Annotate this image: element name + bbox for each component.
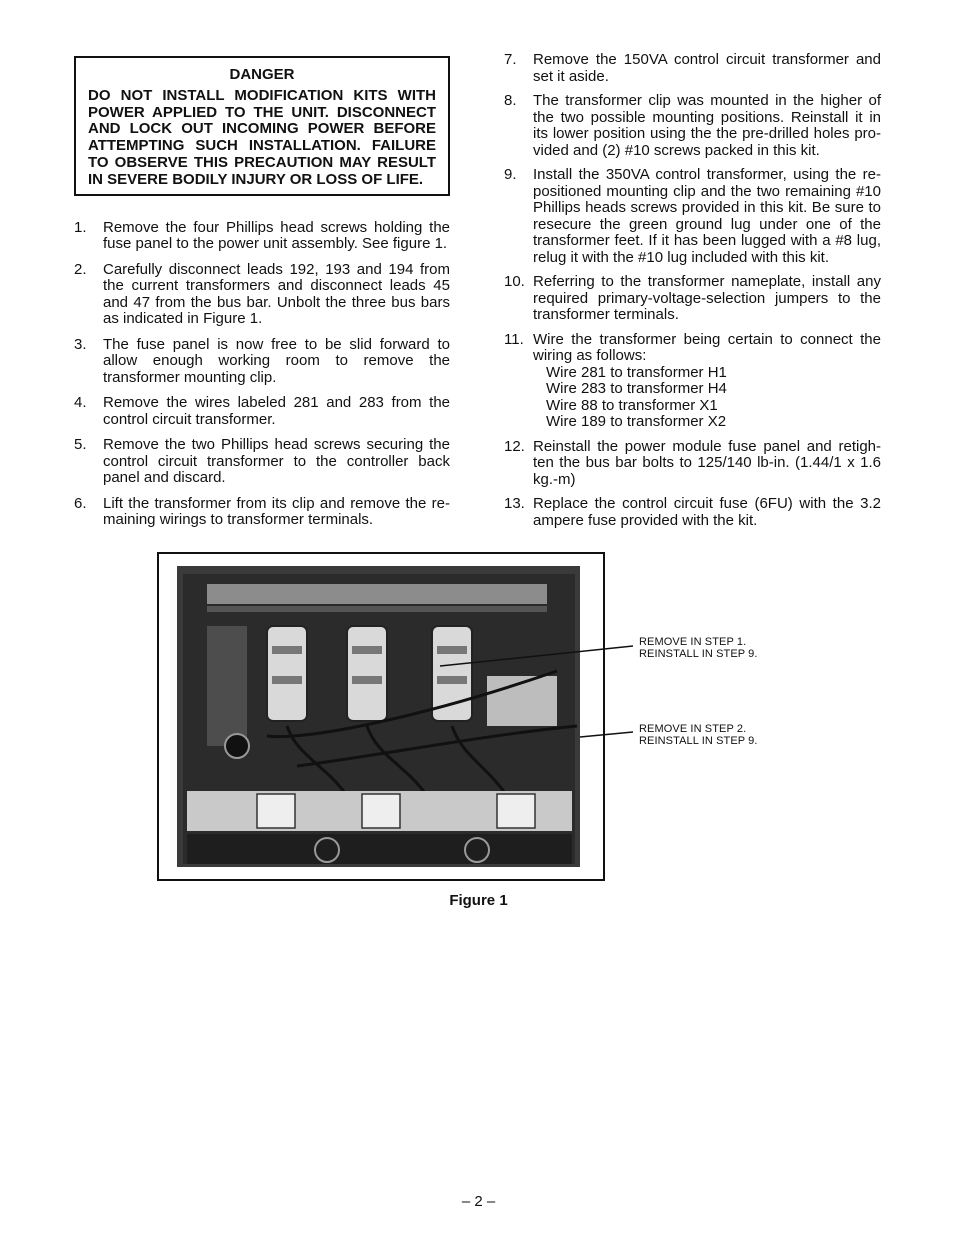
step-text: Remove the four Phillips head screws holding the fuse panel to the power unit assembly. See figure 1. xyxy=(103,218,450,253)
callout-step2 xyxy=(639,723,758,747)
step-text: The transformer clip was mounted in the higher of the two possible mounting positions. Reinstall it in its lower position using the the pre-drilled holes pro-vided and (2) #10 screws packed in this kit. xyxy=(533,92,881,159)
step-number: 7. xyxy=(504,51,517,68)
callout-step1 xyxy=(639,636,758,660)
danger-box xyxy=(74,56,450,196)
left-column xyxy=(74,56,450,538)
step-text: Remove the wires labeled 281 and 283 from the control circuit transformer. xyxy=(103,394,450,428)
step-text: Remove the 150VA control circuit transformer and set it aside. xyxy=(533,51,881,85)
step-number: 10. xyxy=(504,273,525,290)
step-number: 8. xyxy=(504,92,517,109)
danger-text: DO NOT INSTALL MODIFICATION KITS WITH POWER APPLIED TO THE UNIT. DISCONNECT AND LOCK OUT INCOMING POWER BEFORE ATTEMPTING SUCH INSTALLATION. FAILURE TO OBSERVE THIS PRECAUTION MAY RESULT IN SEVERE BODILY INJURY OR LOSS OF LIFE. xyxy=(88,86,436,188)
wiring-item: Wire 283 to transformer H4 xyxy=(546,380,727,397)
steps-list-left xyxy=(74,220,450,529)
callout-line: REINSTALL IN STEP 9. xyxy=(639,648,758,660)
callout-line: REINSTALL IN STEP 9. xyxy=(639,735,758,747)
callout-line: REMOVE IN STEP 1. xyxy=(639,636,747,648)
step-item xyxy=(504,93,881,159)
step-number: 5. xyxy=(74,436,87,454)
step-number: 4. xyxy=(74,394,87,412)
step-text: Carefully disconnect leads 192, 193 and 194 from the current transformers and disconnect leads 45 and 47 from the bus bar. Unbolt the three bus bars as indicated in Figure 1. xyxy=(103,260,450,328)
step-text: Install the 350VA control transformer, using the re-positioned mounting clip and the two remaining #10 Phillips heads screws provided in this kit. Be sure to resecure the green ground lug under one of the transformer feet. If it has been lugged with a #8 lug, relug it with the #10 lug included with this kit. xyxy=(533,166,881,266)
danger-title: DANGER xyxy=(229,66,295,83)
step-number: 6. xyxy=(74,494,87,512)
page-number: – 2 – xyxy=(461,1193,496,1210)
wiring-item: Wire 189 to transformer X2 xyxy=(546,413,727,430)
wiring-list xyxy=(533,365,881,431)
step-text: Wire the transformer being certain to connect the wiring as follows: xyxy=(533,330,881,364)
step-text: Referring to the transformer nameplate, install any required primary-voltage-selection jumpers to the transformer terminals. xyxy=(533,273,881,323)
step-item xyxy=(504,52,881,85)
step-item xyxy=(504,274,881,324)
step-item xyxy=(504,439,881,489)
step-number: 2. xyxy=(74,260,87,278)
step-item xyxy=(504,332,881,431)
steps-list-right xyxy=(504,52,881,529)
step-text: Replace the control circuit fuse (6FU) with the 3.2 ampere fuse provided with the kit. xyxy=(533,495,881,529)
step-number: 11. xyxy=(504,330,524,348)
step-number: 12. xyxy=(504,437,525,455)
step-item xyxy=(74,220,450,253)
step-number: 13. xyxy=(504,495,525,512)
step-number: 1. xyxy=(74,218,87,236)
step-text: Reinstall the power module fuse panel and retigh-ten the bus bar bolts to 125/140 lb-in. (1.44/1 x 1.6 kg.-m) xyxy=(533,437,881,488)
step-number: 3. xyxy=(74,335,87,353)
callout-line: REMOVE IN STEP 2. xyxy=(639,723,747,735)
step-text: Remove the two Phillips head screws securing the control circuit transformer to the controller back panel and discard. xyxy=(103,436,450,487)
wiring-item: Wire 281 to transformer H1 xyxy=(546,363,727,381)
figure-caption: Figure 1 xyxy=(449,892,508,909)
step-text: The fuse panel is now free to be slid forward to allow enough working room to remove the transformer mounting clip. xyxy=(103,335,450,386)
wiring-item: Wire 88 to transformer X1 xyxy=(546,396,718,414)
step-item xyxy=(74,395,450,428)
step-item xyxy=(504,496,881,529)
step-item xyxy=(504,167,881,266)
step-text: Lift the transformer from its clip and remove the re-maining wirings to transformer terminals. xyxy=(103,494,450,529)
figure-photo xyxy=(177,566,580,867)
step-item xyxy=(74,437,450,487)
step-item xyxy=(74,262,450,328)
right-column xyxy=(504,52,881,537)
step-number: 9. xyxy=(504,166,517,183)
step-item xyxy=(74,496,450,529)
step-item xyxy=(74,337,450,387)
